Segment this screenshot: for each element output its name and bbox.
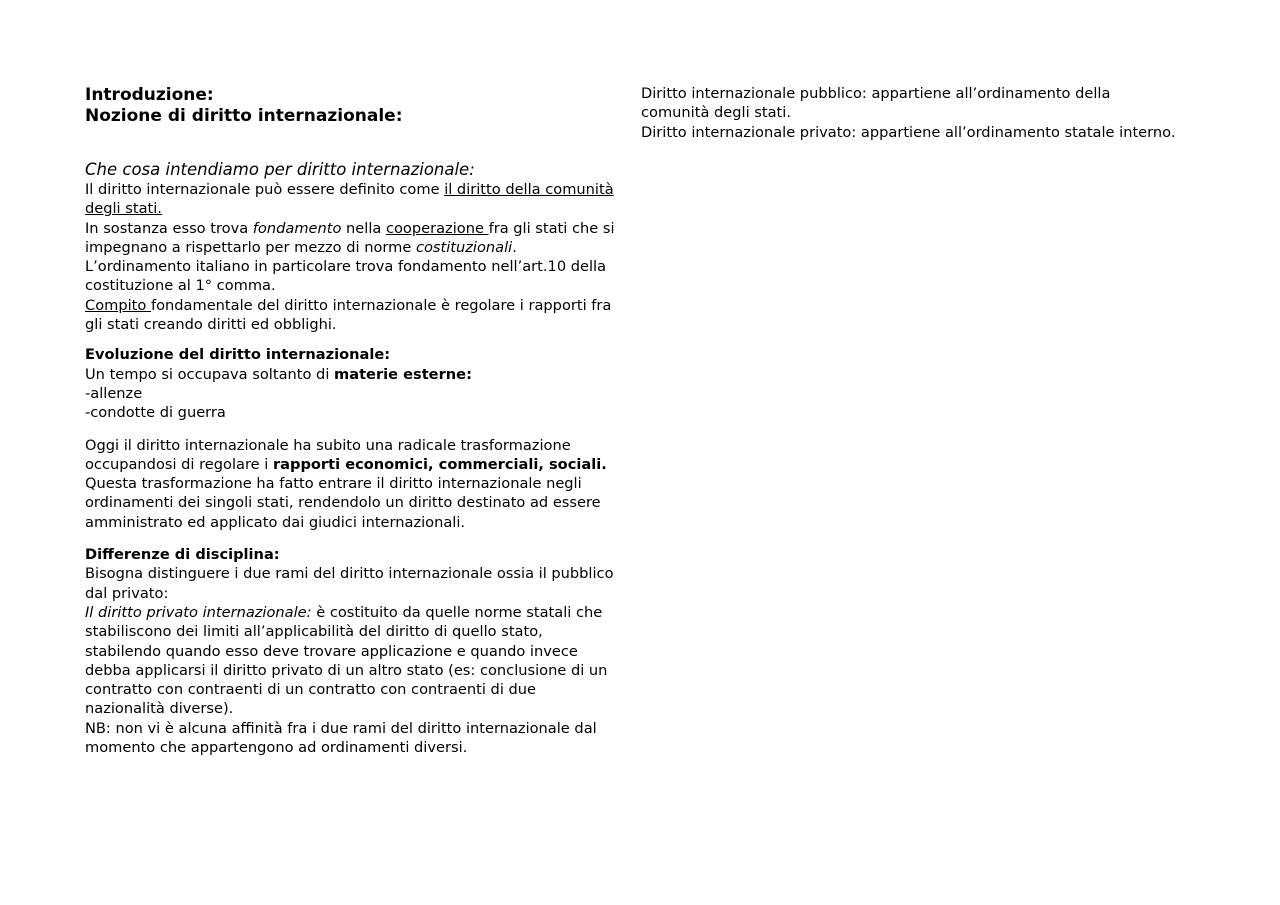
paragraph-definition: Il diritto internazionale può essere definito come il diritto della comunità degli stati. [85, 181, 614, 218]
heading-evoluzione: Evoluzione del diritto internazionale: [85, 346, 391, 364]
right-column [641, 84, 1181, 142]
underlined-definition: il diritto della comunità degli stati. [85, 181, 614, 218]
paragraph-privato: Il diritto privato internazionale: è costituito da quelle norme statali che stabiliscono dei limiti all’applicabilità del diritto di quello stato, stabilendo quando esso deve trovare applicazione e quando invece debba applicarsi il diritto privato di un altro stato (es: conclusione di un contratto con contraenti di un contratto con contraenti di due nazionalità diverse). [85, 603, 608, 718]
paragraph-fondamento: In sostanza esso trova fondamento nella cooperazione fra gli stati che si impegnano a rispettarlo per mezzo di norme costituzionali. [85, 219, 615, 256]
underlined-cooperazione: cooperazione [385, 219, 489, 237]
underlined-compito: Compito [85, 296, 151, 314]
paragraph-nb: NB: non vi è alcuna affinità fra i due rami del diritto internazionale dal momento che appartengono ad ordinamenti diversi. [85, 719, 597, 757]
heading-introduzione: Introduzione: [85, 85, 214, 105]
paragraph-compito: Compito fondamentale del diritto internazionale è regolare i rapporti fra gli stati creando diritti ed obblighi. [85, 296, 612, 334]
paragraph-evoluzione: Un tempo si occupava soltanto di materie esterne: [85, 365, 472, 383]
paragraph-oggi: Oggi il diritto internazionale ha subito una radicale trasformazione occupandosi di regolare i rapporti economici, commerciali, sociali. [85, 436, 607, 473]
left-column [85, 85, 615, 757]
paragraph-distinguere: Bisogna distinguere i due rami del diritto internazionale ossia il pubblico dal privato: [85, 565, 614, 602]
heading-nozione: Nozione di diritto internazionale: [85, 105, 403, 126]
paragraph-privato-right: Diritto internazionale privato: appartiene all’ordinamento statale interno. [641, 123, 1176, 141]
paragraph-trasformazione: Questa trasformazione ha fatto entrare il diritto internazionale negli ordinamenti dei singoli stati, rendendolo un diritto destinato ad essere amministrato ed applicato dai giudici internazionali. [85, 475, 601, 531]
list-item-allenze: -allenze [85, 384, 143, 402]
paragraph-pubblico: Diritto internazionale pubblico: appartiene all’ordinamento della comunità degli stati. [641, 85, 1111, 122]
list-item-guerra: -condotte di guerra [85, 404, 226, 422]
heading-differenze: Differenze di disciplina: [85, 546, 280, 564]
question-heading: Che cosa intendiamo per diritto internazionale: [85, 160, 475, 179]
paragraph-ordinamento: L’ordinamento italiano in particolare trova fondamento nell’art.10 della costituzione al 1° comma. [85, 258, 607, 295]
